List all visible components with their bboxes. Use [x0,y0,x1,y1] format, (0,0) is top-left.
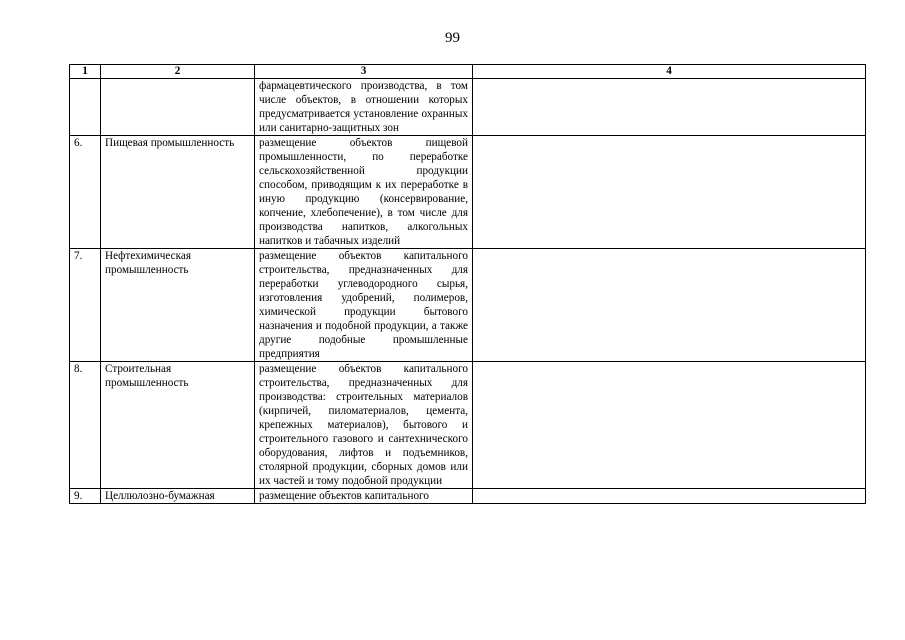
row-number [70,79,101,136]
row-description: фармацевтического производства, в том числе объектов, в отношении которых предусматривается установление охранных или санитарно-защитных зон [255,79,473,136]
row-description: размещение объектов капитального строительства, предназначенных для производства: строительных материалов (кирпичей, пиломатериалов, цемента, крепежных материалов), бытового и строительного газового и сантехнического оборудования, лифтов и подъемников, столярной продукции, сборных домов или их частей и тому подобной продукции [255,362,473,489]
row-name [101,79,255,136]
row-number: 9. [70,489,101,504]
row-name: Целлюлозно-бумажная [101,489,255,504]
table-row [70,79,866,136]
column-header-3: 3 [255,65,473,79]
column-header-1: 1 [70,65,101,79]
column-header-2: 2 [101,65,255,79]
row-description: размещение объектов пищевой промышленности, по переработке сельскохозяйственной продукции способом, приводящим к их переработке в иную продукцию (консервирование, копчение, хлебопечение), в том числе для производства напитков, алкогольных напитков и табачных изделий [255,136,473,249]
row-description: размещение объектов капитального [255,489,473,504]
land-use-table [69,64,866,504]
row-note [473,136,866,249]
row-name: Нефтехимическая промышленность [101,249,255,362]
table-row [70,136,866,249]
column-header-4: 4 [473,65,866,79]
row-name: Строительная промышленность [101,362,255,489]
page-number: 99 [445,30,460,46]
row-note [473,249,866,362]
row-number: 6. [70,136,101,249]
row-number: 7. [70,249,101,362]
row-note [473,489,866,504]
row-name: Пищевая промышленность [101,136,255,249]
table-row [70,249,866,362]
row-number: 8. [70,362,101,489]
row-description: размещение объектов капитального строительства, предназначенных для переработки углеводородного сырья, изготовления удобрений, полимеров, химической продукции бытового назначения и подобной продукции, а также другие подобные промышленные предприятия [255,249,473,362]
table-row [70,362,866,489]
table-header-row [70,65,866,79]
table-row [70,489,866,504]
row-note [473,79,866,136]
row-note [473,362,866,489]
